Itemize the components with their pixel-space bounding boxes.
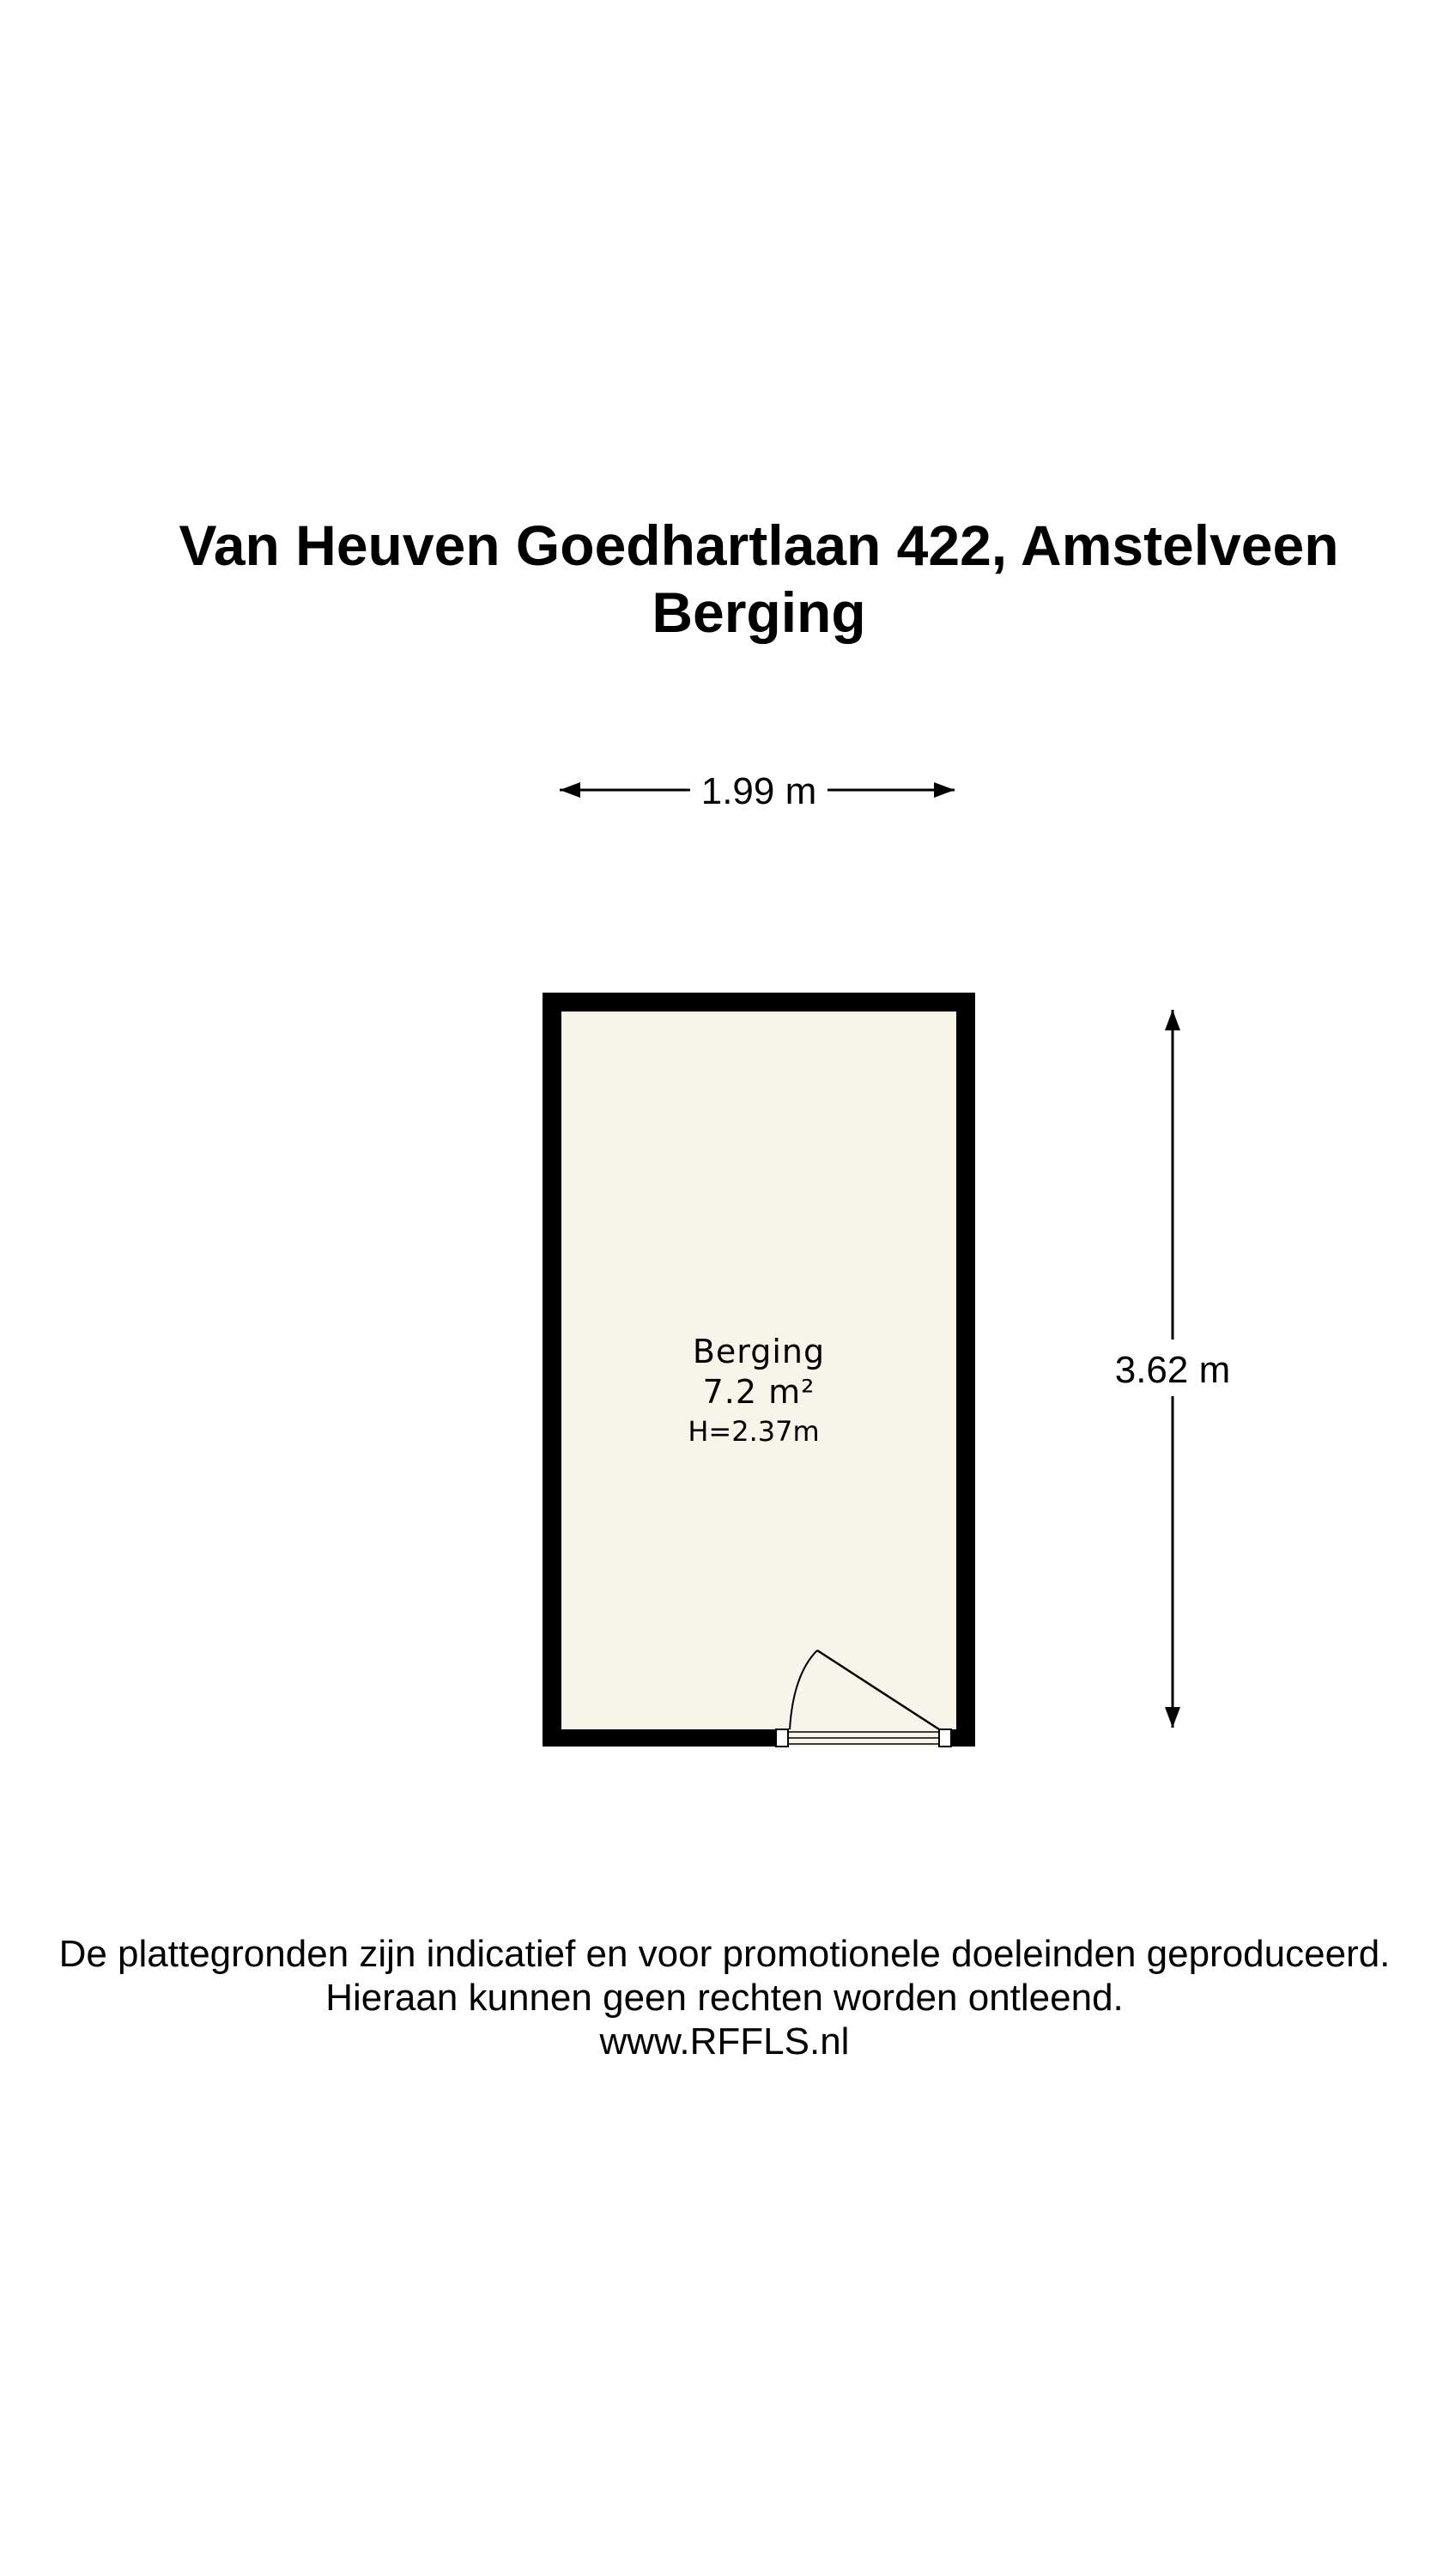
wall-bottom-right xyxy=(949,1729,975,1747)
wall-bottom-left xyxy=(543,1729,778,1747)
depth-arrow-bottom-icon xyxy=(1165,1707,1180,1728)
page-subtitle: Berging xyxy=(652,580,866,644)
width-arrow-right-icon xyxy=(934,782,955,798)
depth-dimension-label: 3.62 m xyxy=(1114,1349,1231,1391)
wall-top xyxy=(543,993,975,1012)
room-berging xyxy=(543,993,975,1747)
website-link[interactable]: www.RFFLS.nl xyxy=(599,2020,850,2063)
disclaimer-text-2: Hieraan kunnen geen rechten worden ontleend. xyxy=(325,1977,1124,2019)
depth-arrow-top-icon xyxy=(1165,1010,1180,1030)
room-height: H=2.37m xyxy=(688,1415,820,1448)
width-dimension-label: 1.99 m xyxy=(700,770,817,812)
page-title: Van Heuven Goedhartlaan 422, Amstelveen xyxy=(179,513,1339,577)
depth-dimension xyxy=(1115,1010,1231,1728)
wall-left xyxy=(543,993,561,1747)
door-jamb-right xyxy=(939,1729,951,1747)
width-dimension xyxy=(560,770,955,812)
width-arrow-left-icon xyxy=(560,782,580,798)
room-name: Berging xyxy=(692,1333,826,1370)
room-area: 7.2 m² xyxy=(702,1373,815,1411)
disclaimer-text: De plattegronden zijn indicatief en voor promotionele doeleinden geproduceerd. xyxy=(58,1933,1391,1975)
wall-right xyxy=(956,993,975,1747)
door-jamb-left xyxy=(776,1729,788,1747)
